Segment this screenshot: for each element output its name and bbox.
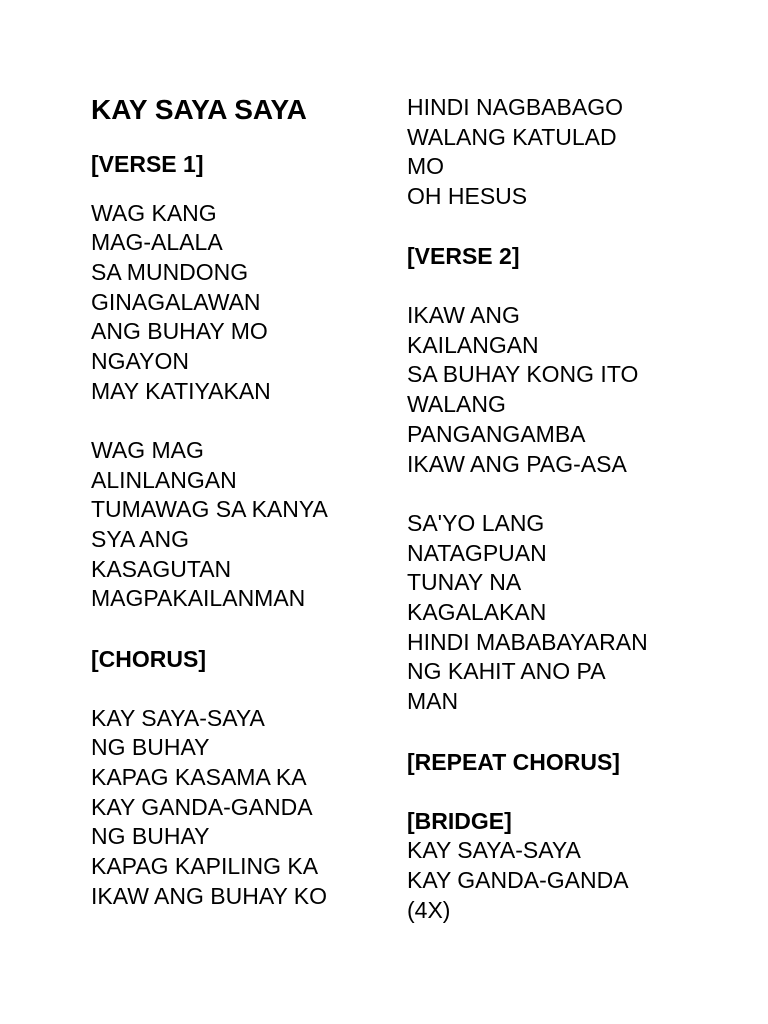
lyric-line: KAPAG KASAMA KA [91, 764, 307, 790]
lyric-line: MAGPAKAILANMAN [91, 585, 306, 611]
lyric-line: NATAGPUAN [407, 540, 547, 566]
lyric-line: NG BUHAY [91, 823, 210, 849]
section-heading: [BRIDGE] [407, 808, 512, 834]
lyric-line: HINDI NAGBABAGO [407, 94, 623, 120]
lyric-line: NG BUHAY [91, 734, 210, 760]
lyric-line: IKAW ANG PAG-ASA [407, 451, 627, 477]
lyric-line: WAG KANG [91, 200, 217, 226]
lyric-line: SA'YO LANG [407, 510, 545, 536]
section-heading: [CHORUS] [91, 646, 206, 672]
lyric-line: WALANG KATULAD [407, 124, 617, 150]
section-heading: [VERSE 1] [91, 151, 204, 177]
lyric-line: MAG-ALALA [91, 229, 223, 255]
lyric-line: GINAGALAWAN [91, 289, 261, 315]
lyric-line: KAPAG KAPILING KA [91, 853, 319, 879]
lyric-line: NGAYON [91, 348, 189, 374]
lyric-line: SA MUNDONG [91, 259, 249, 285]
song-title: KAY SAYA SAYA [91, 94, 307, 125]
lyric-line: WAG MAG [91, 437, 204, 463]
lyric-line: MAY KATIYAKAN [91, 378, 271, 404]
lyric-line: KAILANGAN [407, 332, 539, 358]
section-heading: [REPEAT CHORUS] [407, 749, 620, 775]
lyric-line: KAY GANDA-GANDA [91, 794, 313, 820]
lyric-line: ALINLANGAN [91, 467, 237, 493]
lyric-line: (4X) [407, 897, 451, 923]
lyric-line: SA BUHAY KONG ITO [407, 361, 639, 387]
lyric-line: WALANG [407, 391, 506, 417]
lyric-line: SYA ANG [91, 526, 190, 552]
lyric-line: TUMAWAG SA KANYA [91, 496, 328, 522]
lyric-line: ANG BUHAY MO [91, 318, 268, 344]
lyric-line: IKAW ANG [407, 302, 520, 328]
lyric-line: IKAW ANG BUHAY KO [91, 883, 328, 909]
lyric-line: KAGALAKAN [407, 599, 547, 625]
lyric-line: PANGANGAMBA [407, 421, 586, 447]
lyric-line: NG KAHIT ANO PA [407, 658, 606, 684]
section-heading: [VERSE 2] [407, 243, 520, 269]
lyric-line: TUNAY NA [407, 569, 522, 595]
lyric-line: MO [407, 153, 445, 179]
lyric-line: OH HESUS [407, 183, 528, 209]
lyric-line: KASAGUTAN [91, 556, 232, 582]
lyric-line: HINDI MABABAYARAN [407, 629, 648, 655]
lyric-line: KAY SAYA-SAYA [407, 837, 581, 863]
lyric-line: KAY SAYA-SAYA [91, 705, 265, 731]
lyric-line: KAY GANDA-GANDA [407, 867, 629, 893]
lyric-line: MAN [407, 688, 459, 714]
